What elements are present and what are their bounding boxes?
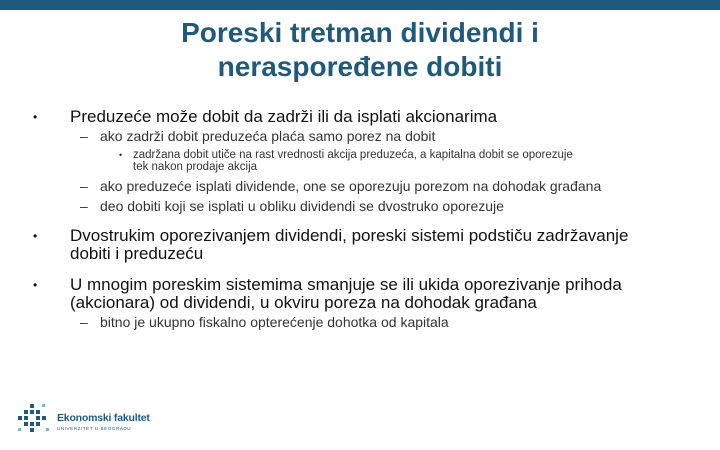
logo-name: Ekonomski fakultet: [57, 412, 150, 424]
bullet-text: Preduzeće može dobit da zadrži ili da isplati akcionarima: [70, 107, 498, 126]
logo-dots-icon: [14, 402, 54, 438]
bullet-marker: •: [33, 278, 38, 292]
sub-bullet-marker: –: [80, 178, 88, 194]
slide-title-line2: neraspoređene dobiti: [217, 51, 503, 82]
bullet-item: [33, 107, 498, 126]
bullet-item: [33, 275, 622, 312]
sub-sub-bullet-text-line1: zadržana dobit utiče na rast vrednosti akcija preduzeća, a kapitalna dobit se oporezuje: [133, 149, 573, 161]
sub-sub-bullet-item: [119, 149, 573, 173]
bullet-text-line2: (akcionara) od dividendi, u okviru poreza na dohodak građana: [70, 293, 537, 312]
sub-bullet-text: bitno je ukupno fiskalno opterećenje dohotka od kapitala: [100, 314, 449, 330]
sub-bullet-marker: –: [80, 198, 88, 214]
sub-sub-bullet-text-line2: tek nakon prodaje akcija: [133, 161, 258, 173]
sub-bullet-marker: –: [80, 128, 88, 144]
bullet-text-line1: Dvostrukim oporezivanjem dividendi, poreski sistemi podstiču zadržavanje: [70, 226, 629, 245]
logo-subtitle: UNIVERZITET U BEOGRADU: [57, 426, 132, 431]
slide-title-line1: Poreski tretman dividendi i: [181, 17, 539, 48]
sub-bullet-item: [80, 178, 602, 195]
sub-bullet-text: ako preduzeće isplati dividende, one se oporezuju porezom na dohodak građana: [100, 178, 602, 194]
sub-sub-bullet-marker: •: [119, 150, 123, 160]
faculty-logo: [14, 402, 214, 438]
sub-bullet-item: [80, 198, 504, 215]
bullet-marker: •: [33, 110, 38, 124]
bullet-marker: •: [33, 229, 38, 243]
sub-bullet-text: ako zadrži dobit preduzeća plaća samo porez na dobit: [100, 128, 436, 144]
sub-bullet-item: [80, 314, 449, 331]
sub-bullet-marker: –: [80, 314, 88, 330]
bullet-text-line2: dobiti i preduzeću: [70, 244, 204, 263]
bullet-text-line1: U mnogim poreskim sistemima smanjuje se ili ukida oporezivanje prihoda: [70, 275, 622, 294]
sub-bullet-text: deo dobiti koji se isplati u obliku dividendi se dvostruko oporezuje: [100, 198, 504, 214]
bullet-item: [33, 226, 629, 263]
sub-bullet-item: [80, 128, 436, 145]
